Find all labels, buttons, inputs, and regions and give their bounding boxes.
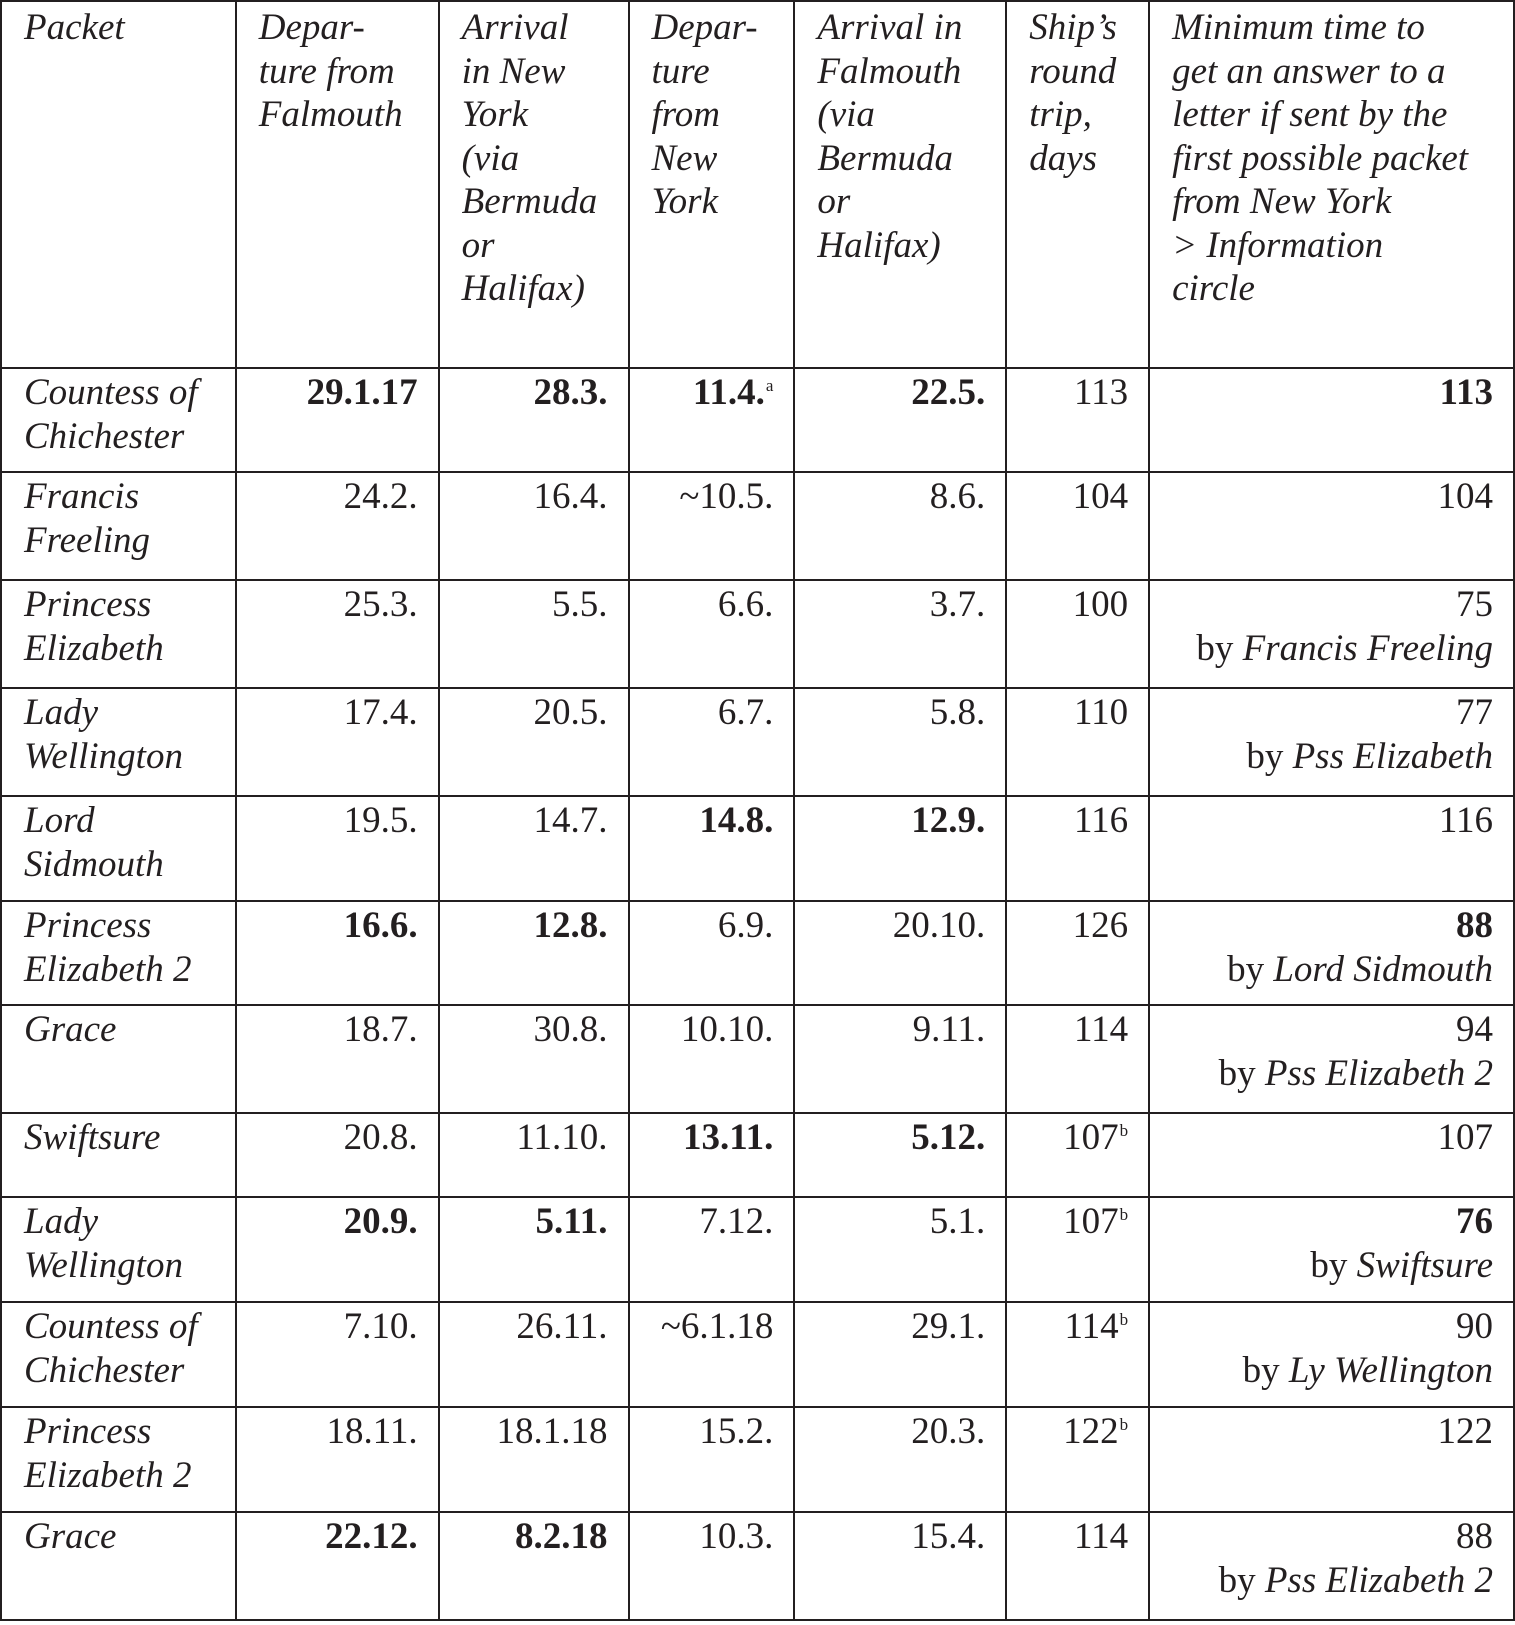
cell-round-trip (1006, 688, 1149, 796)
round-trip-value: 104 (1072, 476, 1129, 517)
departure-new-york-value: 6.7. (717, 692, 774, 733)
cell-arrival-falmouth (794, 1005, 1006, 1113)
cell-arrival-new-york (439, 1302, 629, 1407)
by-ship-name: Swiftsure (1356, 1244, 1493, 1286)
arrival-falmouth-value: 5.8. (929, 692, 986, 733)
header-row (1, 1, 1514, 368)
cell-arrival-new-york (439, 901, 629, 1005)
cell-departure-new-york (629, 1302, 795, 1407)
departure-falmouth-value: 29.1.17 (306, 372, 418, 413)
cell-minimum-time (1149, 1512, 1514, 1620)
by-ship-name: Pss Elizabeth 2 (1264, 1559, 1493, 1601)
cell-packet (1, 1005, 236, 1113)
packet-name: Lady Wellington (24, 692, 183, 777)
departure-falmouth-value: 18.7. (343, 1009, 418, 1050)
by-label: by (1218, 1052, 1265, 1094)
cell-arrival-falmouth (794, 1113, 1006, 1197)
cell-minimum-time (1149, 1302, 1514, 1407)
cell-departure-new-york (629, 1512, 795, 1620)
departure-falmouth-value: 20.9. (343, 1201, 418, 1242)
departure-new-york-value: 13.11. (682, 1117, 774, 1158)
arrival-new-york-value: 30.8. (533, 1009, 608, 1050)
cell-round-trip (1006, 1407, 1149, 1512)
cell-minimum-time (1149, 796, 1514, 901)
packet-name: Grace (24, 1009, 117, 1050)
cell-arrival-falmouth (794, 901, 1006, 1005)
cell-minimum-time (1149, 1005, 1514, 1113)
footnote-marker: b (1119, 1205, 1129, 1224)
round-trip-value: 100 (1072, 584, 1129, 625)
arrival-new-york-value: 26.11. (516, 1306, 608, 1347)
packet-name: Swiftsure (24, 1117, 161, 1158)
cell-departure-new-york (629, 1407, 795, 1512)
cell-departure-new-york (629, 688, 795, 796)
packet-name: Princess Elizabeth 2 (24, 905, 192, 990)
table-row (1, 688, 1514, 796)
by-label: by (1310, 1244, 1357, 1286)
round-trip-value: 114 (1073, 1009, 1129, 1050)
cell-arrival-new-york (439, 580, 629, 688)
arrival-falmouth-value: 20.3. (911, 1411, 986, 1452)
cell-packet (1, 901, 236, 1005)
header-arrival-new-york: Arrival in New York (via Bermuda or Halifax) (439, 1, 629, 368)
cell-departure-falmouth (236, 1113, 439, 1197)
arrival-new-york-value: 12.8. (533, 905, 608, 946)
header-round-trip-days: Ship’s round trip, days (1006, 1, 1149, 368)
cell-packet (1, 796, 236, 901)
footnote-marker: b (1119, 1121, 1129, 1140)
cell-packet (1, 688, 236, 796)
cell-round-trip (1006, 1197, 1149, 1302)
header-departure-new-york: Depar- ture from New York (629, 1, 795, 368)
cell-packet (1, 1113, 236, 1197)
cell-packet (1, 368, 236, 472)
cell-arrival-new-york (439, 1005, 629, 1113)
cell-arrival-falmouth (794, 1302, 1006, 1407)
cell-arrival-falmouth (794, 1197, 1006, 1302)
cell-arrival-falmouth (794, 472, 1006, 580)
by-ship-name: Ly Wellington (1288, 1349, 1493, 1391)
header-packet: Packet (1, 1, 236, 368)
footnote-marker: b (1119, 1415, 1129, 1434)
round-trip-value: 116 (1073, 800, 1129, 841)
cell-departure-new-york (629, 472, 795, 580)
round-trip-value: 110 (1073, 692, 1129, 733)
table-row (1, 1512, 1514, 1620)
arrival-new-york-value: 5.11. (535, 1201, 608, 1242)
cell-round-trip (1006, 472, 1149, 580)
packet-name: Princess Elizabeth 2 (24, 1411, 192, 1496)
table-row (1, 1113, 1514, 1197)
packet-name: Countess of Chichester (24, 372, 198, 457)
round-trip-value: 114 (1064, 1306, 1119, 1347)
table-row (1, 1197, 1514, 1302)
cell-departure-falmouth (236, 472, 439, 580)
cell-round-trip (1006, 1113, 1149, 1197)
cell-minimum-time (1149, 368, 1514, 472)
departure-new-york-value: 15.2. (699, 1411, 774, 1452)
packet-name: Countess of Chichester (24, 1306, 198, 1391)
packet-name: Lady Wellington (24, 1201, 183, 1286)
cell-packet (1, 1197, 236, 1302)
cell-departure-falmouth (236, 580, 439, 688)
by-label: by (1218, 1559, 1265, 1601)
departure-falmouth-value: 19.5. (343, 800, 418, 841)
arrival-new-york-value: 11.10. (516, 1117, 608, 1158)
arrival-falmouth-value: 29.1. (911, 1306, 986, 1347)
departure-new-york-value: 7.12. (699, 1201, 774, 1242)
table-row (1, 1302, 1514, 1407)
round-trip-value: 122 (1063, 1411, 1119, 1452)
arrival-falmouth-value: 22.5. (911, 372, 986, 413)
round-trip-value: 126 (1072, 905, 1129, 946)
cell-departure-falmouth (236, 901, 439, 1005)
departure-new-york-value: 11.4. (692, 372, 765, 413)
minimum-time-value: 75 (1456, 584, 1493, 625)
cell-round-trip (1006, 1005, 1149, 1113)
cell-packet (1, 1512, 236, 1620)
minimum-time-value: 88 (1456, 1516, 1493, 1557)
packet-name: Lord Sidmouth (24, 800, 164, 885)
cell-arrival-new-york (439, 1512, 629, 1620)
by-ship-name: Pss Elizabeth 2 (1264, 1052, 1493, 1094)
arrival-falmouth-value: 20.10. (892, 905, 986, 946)
table-row (1, 472, 1514, 580)
cell-departure-new-york (629, 1113, 795, 1197)
cell-round-trip (1006, 796, 1149, 901)
cell-departure-new-york (629, 796, 795, 901)
arrival-falmouth-value: 5.12. (911, 1117, 986, 1158)
minimum-time-value: 104 (1437, 476, 1493, 517)
table-row (1, 1005, 1514, 1113)
cell-departure-falmouth (236, 796, 439, 901)
cell-minimum-time (1149, 580, 1514, 688)
cell-arrival-falmouth (794, 1512, 1006, 1620)
arrival-new-york-value: 14.7. (533, 800, 608, 841)
cell-arrival-falmouth (794, 368, 1006, 472)
cell-arrival-falmouth (794, 688, 1006, 796)
cell-arrival-new-york (439, 1407, 629, 1512)
cell-departure-falmouth (236, 1512, 439, 1620)
table-row (1, 901, 1514, 1005)
arrival-falmouth-value: 3.7. (929, 584, 986, 625)
cell-minimum-time (1149, 1113, 1514, 1197)
cell-departure-new-york (629, 1005, 795, 1113)
cell-minimum-time (1149, 688, 1514, 796)
cell-round-trip (1006, 1302, 1149, 1407)
table-row (1, 580, 1514, 688)
round-trip-value: 114 (1073, 1516, 1129, 1557)
arrival-falmouth-value: 12.9. (911, 800, 986, 841)
cell-round-trip (1006, 1512, 1149, 1620)
departure-falmouth-value: 7.10. (343, 1306, 418, 1347)
cell-packet (1, 580, 236, 688)
departure-new-york-value: 6.6. (717, 584, 774, 625)
departure-falmouth-value: 16.6. (343, 905, 418, 946)
header-minimum-answer-time: Minimum time to get an answer to a letter if sent by the first possible packet from New York > Information circle (1149, 1, 1514, 368)
arrival-new-york-value: 20.5. (533, 692, 608, 733)
cell-packet (1, 1407, 236, 1512)
header-arrival-falmouth: Arrival in Falmouth (via Bermuda or Halifax) (794, 1, 1006, 368)
departure-new-york-value: ~6.1.18 (660, 1306, 774, 1347)
round-trip-value: 107 (1063, 1201, 1119, 1242)
minimum-time-value: 122 (1437, 1411, 1493, 1452)
minimum-time-value: 107 (1437, 1117, 1493, 1158)
by-ship-name: Francis Freeling (1242, 627, 1493, 669)
departure-falmouth-value: 18.11. (326, 1411, 418, 1452)
minimum-time-value: 90 (1456, 1306, 1493, 1347)
cell-departure-falmouth (236, 688, 439, 796)
by-label: by (1242, 1349, 1289, 1391)
cell-arrival-new-york (439, 688, 629, 796)
cell-packet (1, 1302, 236, 1407)
by-label: by (1196, 627, 1243, 669)
cell-arrival-new-york (439, 1197, 629, 1302)
arrival-falmouth-value: 8.6. (929, 476, 986, 517)
by-ship-name: Pss Elizabeth (1292, 735, 1493, 777)
cell-departure-new-york (629, 1197, 795, 1302)
departure-falmouth-value: 20.8. (343, 1117, 418, 1158)
departure-falmouth-value: 24.2. (343, 476, 418, 517)
cell-departure-falmouth (236, 1005, 439, 1113)
departure-new-york-value: 14.8. (699, 800, 774, 841)
cell-arrival-new-york (439, 796, 629, 901)
cell-arrival-falmouth (794, 580, 1006, 688)
cell-departure-new-york (629, 901, 795, 1005)
arrival-new-york-value: 28.3. (533, 372, 608, 413)
arrival-new-york-value: 5.5. (552, 584, 608, 625)
by-ship-name: Lord Sidmouth (1273, 948, 1493, 990)
round-trip-value: 107 (1063, 1117, 1119, 1158)
cell-departure-new-york (629, 580, 795, 688)
cell-arrival-falmouth (794, 1407, 1006, 1512)
packet-name: Francis Freeling (24, 476, 151, 561)
table-row (1, 796, 1514, 901)
cell-arrival-falmouth (794, 796, 1006, 901)
arrival-falmouth-value: 5.1. (929, 1201, 986, 1242)
packet-name: Grace (24, 1516, 117, 1557)
arrival-falmouth-value: 15.4. (911, 1516, 986, 1557)
table-body (1, 368, 1514, 1620)
arrival-new-york-value: 16.4. (533, 476, 608, 517)
cell-packet (1, 472, 236, 580)
by-label: by (1227, 948, 1274, 990)
minimum-time-value: 77 (1456, 692, 1493, 733)
minimum-time-value: 88 (1456, 905, 1493, 946)
cell-minimum-time (1149, 1407, 1514, 1512)
minimum-time-value: 113 (1439, 372, 1493, 413)
departure-new-york-value: 10.3. (699, 1516, 774, 1557)
table-row (1, 368, 1514, 472)
arrival-new-york-value: 18.1.18 (496, 1411, 608, 1452)
minimum-time-value: 94 (1456, 1009, 1493, 1050)
cell-minimum-time (1149, 472, 1514, 580)
cell-arrival-new-york (439, 368, 629, 472)
cell-minimum-time (1149, 901, 1514, 1005)
by-label: by (1246, 735, 1293, 777)
cell-departure-new-york (629, 368, 795, 472)
departure-new-york-value: ~10.5. (679, 476, 774, 517)
minimum-time-value: 116 (1438, 800, 1493, 841)
departure-falmouth-value: 25.3. (343, 584, 418, 625)
footnote-marker: a (765, 376, 774, 395)
cell-departure-falmouth (236, 368, 439, 472)
cell-round-trip (1006, 368, 1149, 472)
cell-arrival-new-york (439, 472, 629, 580)
footnote-marker: b (1119, 1310, 1129, 1329)
table-row (1, 1407, 1514, 1512)
header-departure-falmouth: Depar- ture from Falmouth (236, 1, 439, 368)
cell-round-trip (1006, 901, 1149, 1005)
arrival-falmouth-value: 9.11. (912, 1009, 986, 1050)
round-trip-value: 113 (1073, 372, 1129, 413)
cell-arrival-new-york (439, 1113, 629, 1197)
cell-round-trip (1006, 580, 1149, 688)
departure-new-york-value: 6.9. (717, 905, 774, 946)
cell-departure-falmouth (236, 1407, 439, 1512)
departure-falmouth-value: 17.4. (343, 692, 418, 733)
cell-departure-falmouth (236, 1302, 439, 1407)
packet-name: Princess Elizabeth (24, 584, 164, 669)
cell-departure-falmouth (236, 1197, 439, 1302)
minimum-time-value: 76 (1456, 1201, 1493, 1242)
arrival-new-york-value: 8.2.18 (515, 1516, 608, 1557)
departure-new-york-value: 10.10. (680, 1009, 774, 1050)
cell-minimum-time (1149, 1197, 1514, 1302)
departure-falmouth-value: 22.12. (325, 1516, 418, 1557)
